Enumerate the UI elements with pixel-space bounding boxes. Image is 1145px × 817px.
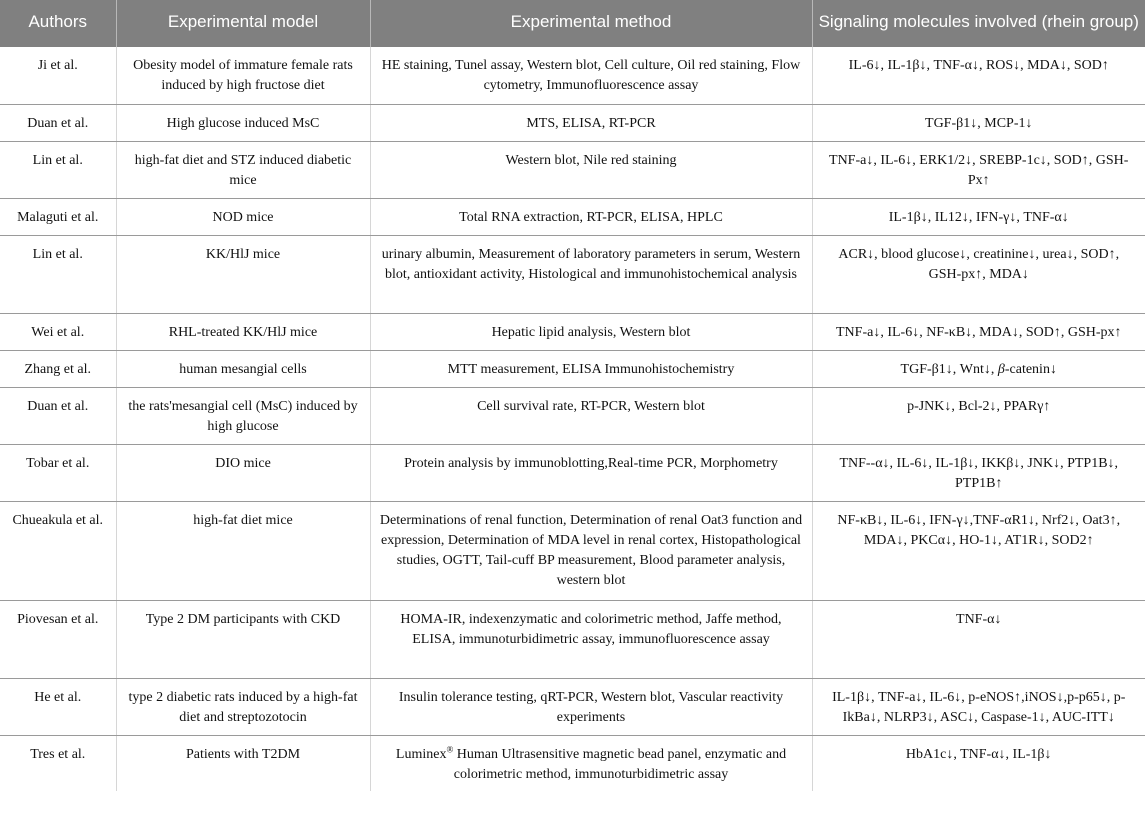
cell-signaling	[812, 350, 1145, 387]
cell-model: Type 2 DM participants with CKD	[116, 600, 370, 678]
table-body	[0, 47, 1145, 791]
cell-author: Piovesan et al.	[0, 600, 116, 678]
cell-signaling: TNF--α↓, IL-6↓, IL-1β↓, IKKβ↓, JNK↓, PTP1B↓, PTP1B↑	[812, 444, 1145, 501]
cell-method	[370, 735, 812, 791]
cell-author: Duan et al.	[0, 387, 116, 444]
cell-signaling: TNF-a↓, IL-6↓, ERK1/2↓, SREBP-1c↓, SOD↑, GSH-Px↑	[812, 141, 1145, 198]
table-row	[0, 104, 1145, 141]
method-text-part: Human Ultrasensitive magnetic bead panel, enzymatic and colorimetric method, immunoturbidimetric assay	[453, 746, 787, 782]
table-row	[0, 600, 1145, 678]
cell-model: NOD mice	[116, 198, 370, 235]
cell-method: Cell survival rate, RT-PCR, Western blot	[370, 387, 812, 444]
table-row	[0, 678, 1145, 735]
cell-signaling: TNF-a↓, IL-6↓, NF-κB↓, MDA↓, SOD↑, GSH-px↑	[812, 313, 1145, 350]
signaling-text-part: -catenin↓	[1004, 361, 1057, 377]
cell-signaling: ACR↓, blood glucose↓, creatinine↓, urea↓, SOD↑, GSH-px↑, MDA↓	[812, 235, 1145, 313]
cell-model: high-fat diet and STZ induced diabetic mice	[116, 141, 370, 198]
header-row	[0, 0, 1145, 47]
cell-model: KK/HlJ mice	[116, 235, 370, 313]
cell-method: urinary albumin, Measurement of laboratory parameters in serum, Western blot, antioxidant activity, Histological and immunohistochemical analysis	[370, 235, 812, 313]
cell-model: RHL-treated KK/HlJ mice	[116, 313, 370, 350]
cell-author: Malaguti et al.	[0, 198, 116, 235]
cell-method: Insulin tolerance testing, qRT-PCR, Western blot, Vascular reactivity experiments	[370, 678, 812, 735]
table-row	[0, 735, 1145, 791]
cell-signaling: IL-6↓, IL-1β↓, TNF-α↓, ROS↓, MDA↓, SOD↑	[812, 47, 1145, 104]
cell-method: Hepatic lipid analysis, Western blot	[370, 313, 812, 350]
cell-author: Lin et al.	[0, 235, 116, 313]
cell-method: HOMA-IR, indexenzymatic and colorimetric method, Jaffe method, ELISA, immunoturbidimetric assay, immunofluorescence assay	[370, 600, 812, 678]
cell-model: type 2 diabetic rats induced by a high-fat diet and streptozotocin	[116, 678, 370, 735]
header-signaling-molecules: Signaling molecules involved (rhein group)	[812, 0, 1145, 47]
cell-method: Total RNA extraction, RT-PCR, ELISA, HPLC	[370, 198, 812, 235]
table-row	[0, 141, 1145, 198]
header-authors: Authors	[0, 0, 116, 47]
cell-method: HE staining, Tunel assay, Western blot, Cell culture, Oil red staining, Flow cytometry, Immunofluorescence assay	[370, 47, 812, 104]
cell-author: He et al.	[0, 678, 116, 735]
table-row	[0, 47, 1145, 104]
cell-author: Ji et al.	[0, 47, 116, 104]
header-experimental-method: Experimental method	[370, 0, 812, 47]
cell-method: Determinations of renal function, Determination of renal Oat3 function and expression, Determination of MDA level in renal cortex, Histopathological studies, OGTT, Tail-cuff BP measurement, Blood parameter analysis, western blot	[370, 501, 812, 600]
cell-signaling: IL-1β↓, IL12↓, IFN-γ↓, TNF-α↓	[812, 198, 1145, 235]
cell-signaling: p-JNK↓, Bcl-2↓, PPARγ↑	[812, 387, 1145, 444]
registered-mark: ®	[446, 743, 454, 754]
cell-model: Patients with T2DM	[116, 735, 370, 791]
header-experimental-model: Experimental model	[116, 0, 370, 47]
table-header	[0, 0, 1145, 47]
cell-author: Wei et al.	[0, 313, 116, 350]
table-row	[0, 198, 1145, 235]
method-text-part: Luminex	[395, 746, 447, 762]
cell-method: MTT measurement, ELISA Immunohistochemistry	[370, 350, 812, 387]
cell-model: high-fat diet mice	[116, 501, 370, 600]
cell-signaling: TNF-α↓	[812, 600, 1145, 678]
cell-author: Zhang et al.	[0, 350, 116, 387]
cell-author: Chueakula et al.	[0, 501, 116, 600]
cell-model: High glucose induced MsC	[116, 104, 370, 141]
cell-method: MTS, ELISA, RT-PCR	[370, 104, 812, 141]
signaling-italic-beta: β	[997, 361, 1005, 377]
cell-author: Tobar et al.	[0, 444, 116, 501]
cell-author: Tres et al.	[0, 735, 116, 791]
table-row	[0, 387, 1145, 444]
table-row	[0, 444, 1145, 501]
cell-author: Duan et al.	[0, 104, 116, 141]
cell-signaling: IL-1β↓, TNF-a↓, IL-6↓, p-eNOS↑,iNOS↓,p-p65↓, p-IkBa↓, NLRP3↓, ASC↓, Caspase-1↓, AUC-ITT↓	[812, 678, 1145, 735]
cell-signaling: NF-κB↓, IL-6↓, IFN-γ↓,TNF-αR1↓, Nrf2↓, Oat3↑, MDA↓, PKCα↓, HO-1↓, AT1R↓, SOD2↑	[812, 501, 1145, 600]
cell-signaling: HbA1c↓, TNF-α↓, IL-1β↓	[905, 746, 1052, 762]
cell-signaling: TGF-β1↓, MCP-1↓	[812, 104, 1145, 141]
cell-model: human mesangial cells	[116, 350, 370, 387]
table-row	[0, 501, 1145, 600]
cell-method: Protein analysis by immunoblotting,Real-time PCR, Morphometry	[370, 444, 812, 501]
cell-model: Obesity model of immature female rats induced by high fructose diet	[116, 47, 370, 104]
cell-method: Western blot, Nile red staining	[370, 141, 812, 198]
table-row	[0, 350, 1145, 387]
cell-model: the rats'mesangial cell (MsC) induced by high glucose	[116, 387, 370, 444]
cell-author: Lin et al.	[0, 141, 116, 198]
cell-model: DIO mice	[116, 444, 370, 501]
table-row	[0, 235, 1145, 313]
signaling-text-part: TGF-β1↓, Wnt↓,	[900, 361, 998, 377]
table-row	[0, 313, 1145, 350]
